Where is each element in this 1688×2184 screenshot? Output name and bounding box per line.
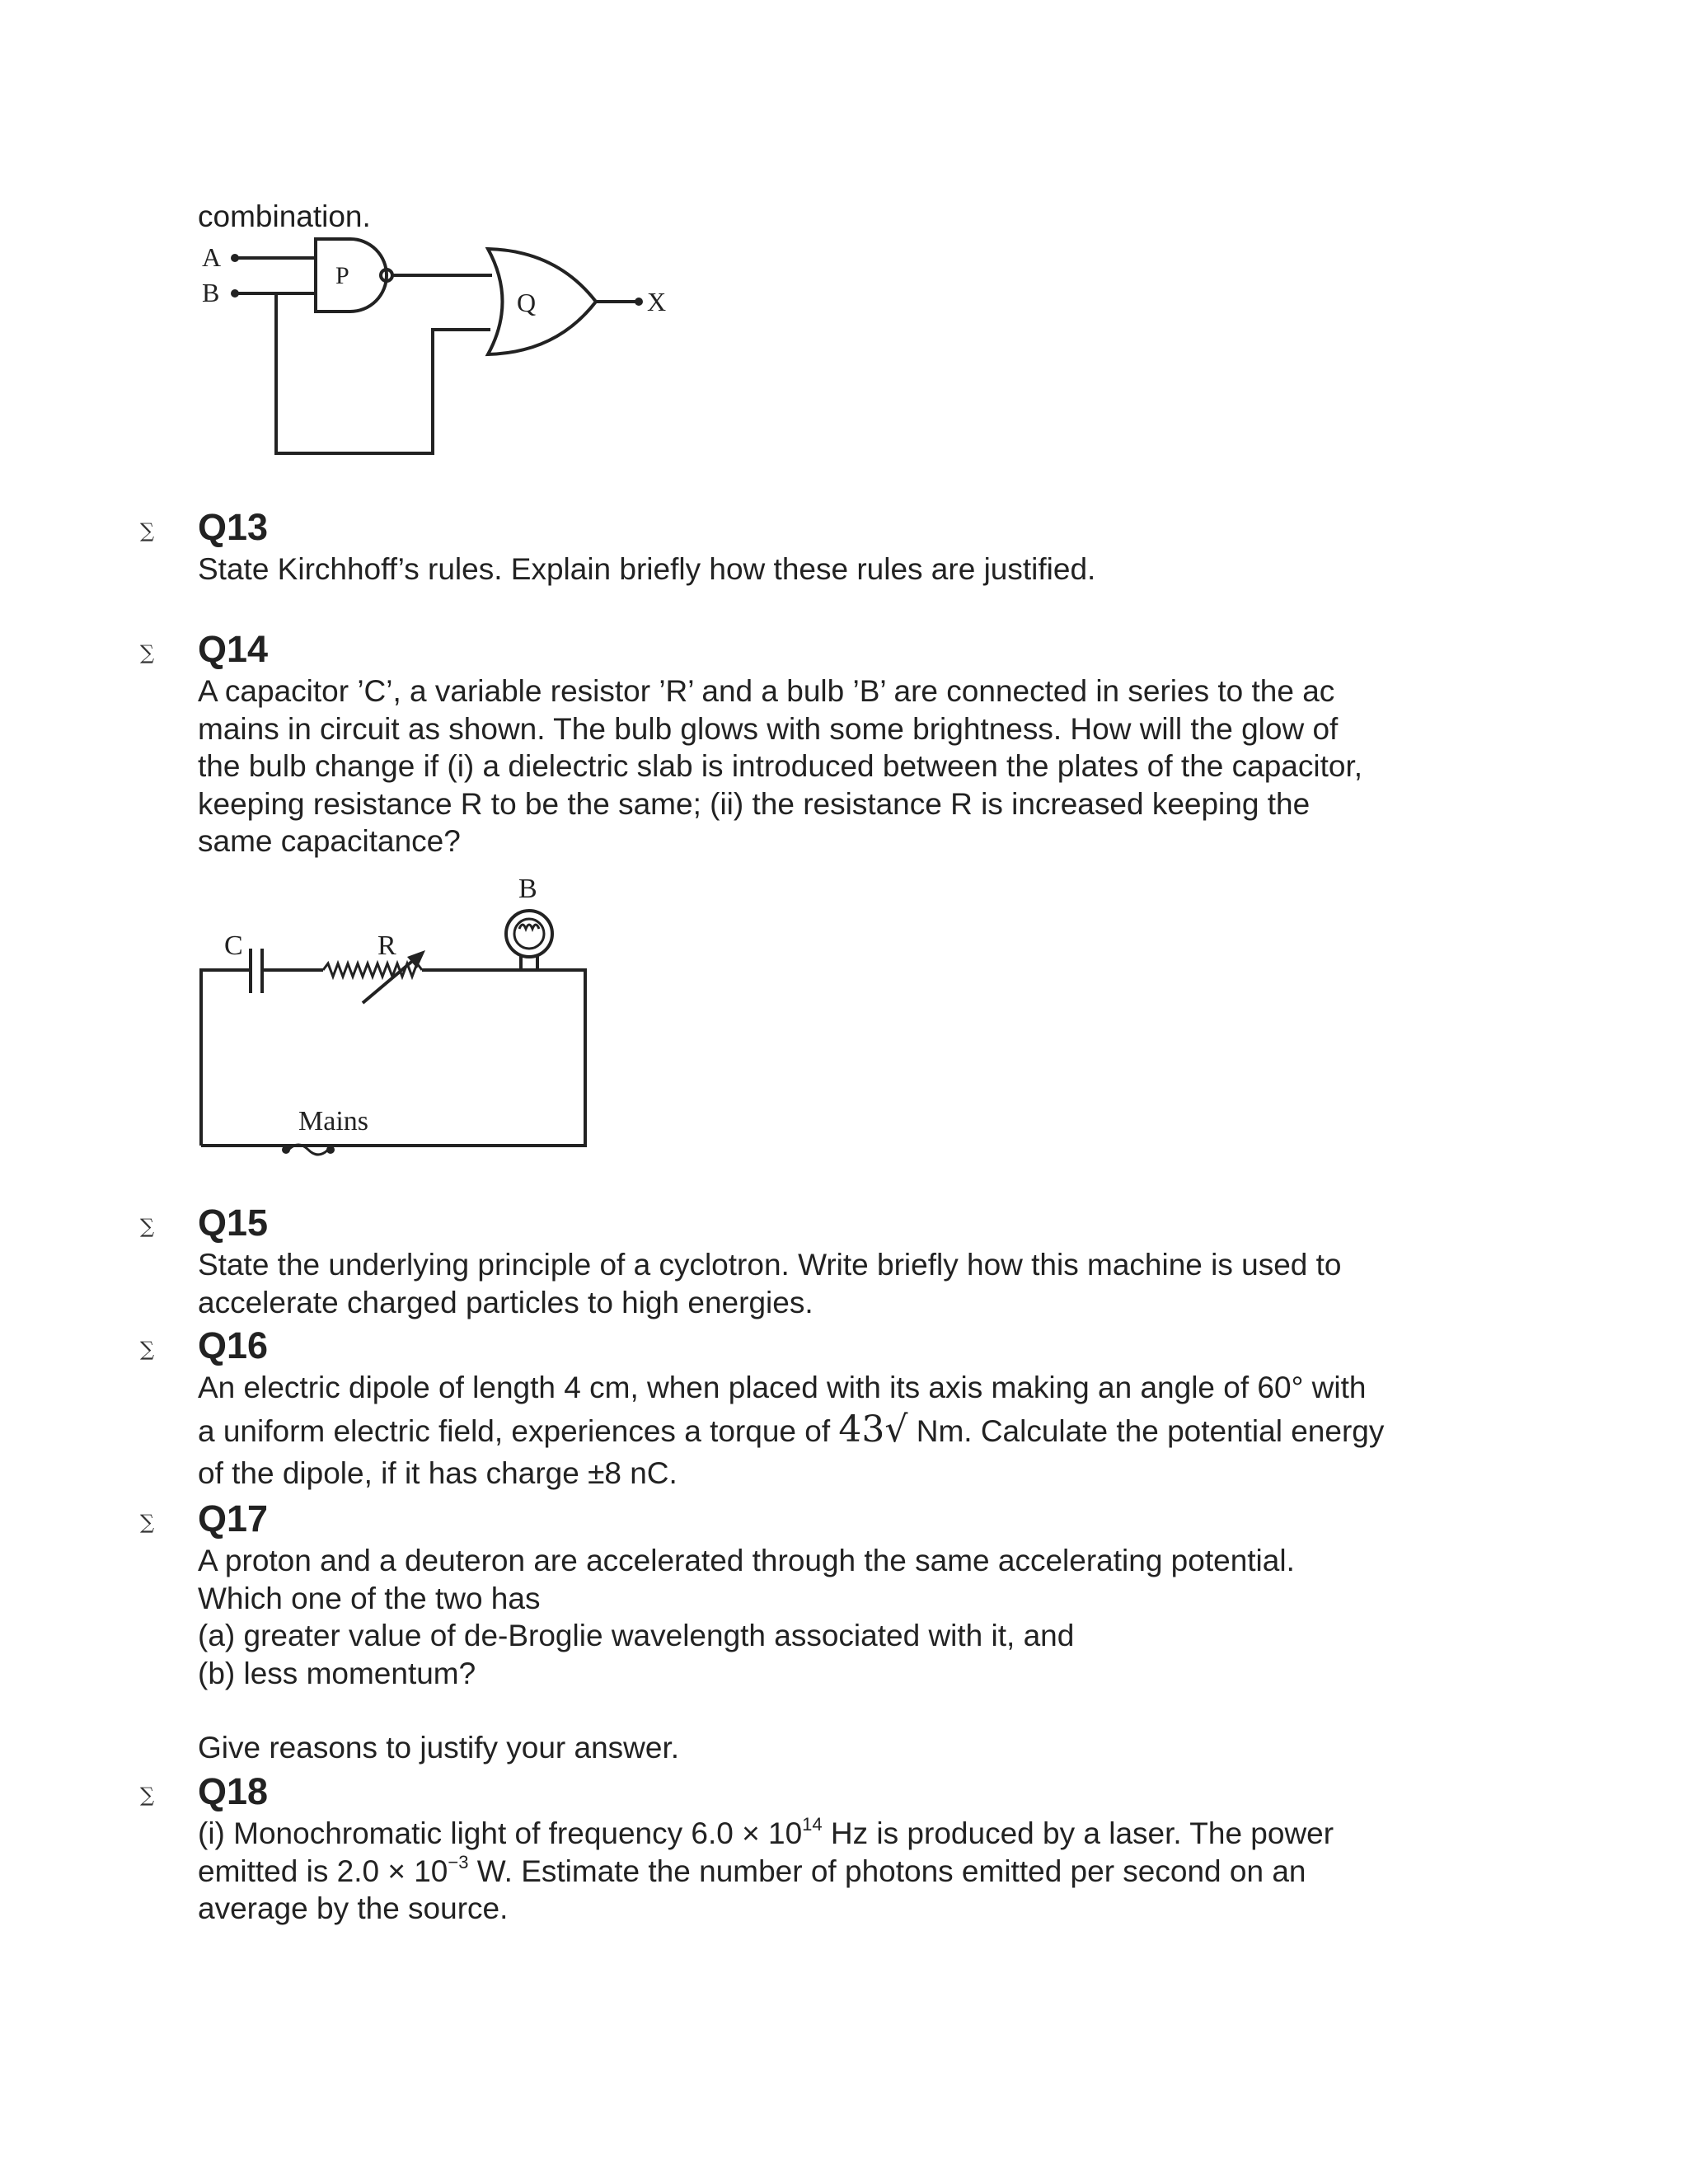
bulb-filament — [519, 925, 539, 929]
question-text: the bulb change if (i) a dielectric slab is introduced between the plates of the capacitor, — [198, 749, 1363, 783]
gate-p-body — [316, 239, 387, 312]
question-q13 — [140, 504, 1492, 588]
question-q18 — [140, 1769, 1492, 1928]
question-text: (b) less momentum? — [198, 1656, 476, 1690]
question-q15 — [140, 1200, 1492, 1321]
question-text: (a) greater value of de-Broglie wavelength associated with it, and — [198, 1619, 1075, 1652]
label-input-a: A — [202, 242, 222, 272]
bullet-sigma: ∑ — [140, 1511, 155, 1534]
text-segment: (i) Monochromatic light of frequency 6.0 × 10 — [198, 1816, 803, 1850]
question-text: keeping resistance R to be the same; (ii) the resistance R is increased keeping the — [198, 786, 1311, 821]
text-segment: emitted is 2.0 × 10 — [198, 1854, 448, 1888]
bullet-sigma: ∑ — [140, 519, 155, 542]
question-q16 — [140, 1323, 1492, 1492]
bullet-sigma: ∑ — [140, 641, 155, 664]
label-mains: Mains — [298, 1106, 368, 1137]
exponent: 14 — [802, 1814, 823, 1835]
question-text: same capacitance? — [198, 824, 461, 858]
label-output-x: X — [647, 287, 667, 316]
question-text: State Kirchhoff’s rules. Explain briefly how these rules are justified. — [198, 552, 1096, 586]
question-number: Q14 — [198, 628, 269, 670]
text-segment: W. Estimate the number of photons emitted per second on an — [468, 1854, 1306, 1888]
question-text-with-math — [198, 1407, 1492, 1455]
question-text: average by the source. — [198, 1891, 509, 1925]
bullet-sigma: ∑ — [140, 1338, 155, 1361]
spacer — [198, 1692, 1492, 1729]
mains-terminal-left — [282, 1146, 290, 1154]
wire-left — [201, 970, 249, 1146]
terminal-x — [635, 298, 643, 306]
variable-arrow-head — [407, 950, 425, 968]
question-text: An electric dipole of length 4 cm, when placed with its axis making an angle of 60° with — [198, 1371, 1367, 1404]
rc-bulb-circuit-diagram — [191, 869, 612, 1166]
question-text: accelerate charged particles to high energies. — [198, 1285, 814, 1319]
label-bulb: B — [518, 874, 537, 904]
question-text: Give reasons to justify your answer. — [198, 1731, 680, 1765]
question-q17 — [140, 1496, 1492, 1767]
label-resistor: R — [377, 930, 396, 961]
wire-right-bottom — [201, 970, 585, 1146]
question-text: A capacitor ’C’, a variable resistor ’R’ and a bulb ’B’ are connected in series to the ac — [198, 674, 1335, 708]
label-gate-q: Q — [517, 288, 537, 317]
label-input-b: B — [202, 278, 220, 307]
continuation-text: combination. — [198, 199, 371, 233]
text-segment: a uniform electric field, experiences a torque of — [198, 1413, 839, 1448]
question-number: Q18 — [198, 1770, 269, 1812]
bullet-sigma: ∑ — [140, 1783, 155, 1807]
terminal-b — [231, 289, 239, 298]
question-text: State the underlying principle of a cyclotron. Write briefly how this machine is used to — [198, 1248, 1342, 1282]
mains-terminal-right — [326, 1146, 335, 1154]
bulb-glass — [506, 911, 552, 957]
bullet-sigma: ∑ — [140, 1215, 155, 1238]
question-text: A proton and a deuteron are accelerated through the same accelerating potential. — [198, 1544, 1295, 1577]
question-number: Q13 — [198, 506, 269, 548]
text-segment: Hz is produced by a laser. The power — [822, 1816, 1334, 1850]
terminal-a — [231, 254, 239, 262]
question-text: Which one of the two has — [198, 1581, 541, 1615]
question-text: mains in circuit as shown. The bulb glows with some brightness. How will the glow of — [198, 711, 1339, 746]
wire-feedback — [276, 293, 490, 453]
text-segment: Nm. Calculate the potential energy — [907, 1413, 1385, 1448]
question-text: of the dipole, if it has charge ±8 nC. — [198, 1455, 678, 1490]
question-number: Q15 — [198, 1202, 269, 1244]
exponent: −3 — [448, 1851, 469, 1872]
math-expression: 43√ — [838, 1408, 908, 1451]
logic-gate-diagram — [194, 237, 688, 460]
gate-q-body — [488, 249, 596, 354]
bulb-inner — [514, 919, 544, 949]
question-text-with-sup — [198, 1815, 1492, 1853]
question-number: Q17 — [198, 1497, 269, 1540]
question-text-with-sup — [198, 1853, 1492, 1891]
label-gate-p: P — [335, 262, 349, 289]
question-number: Q16 — [198, 1324, 269, 1366]
label-capacitor: C — [224, 930, 243, 961]
question-q14 — [140, 626, 1492, 860]
